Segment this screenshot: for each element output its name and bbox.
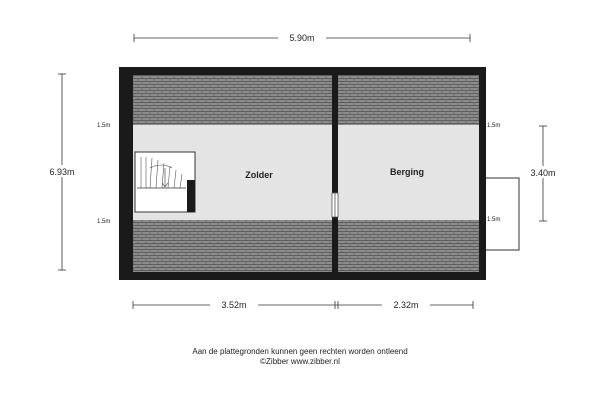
dimension-bottom-split: [133, 298, 473, 310]
staircase: [135, 152, 195, 212]
roof-slope-top-right: [338, 75, 479, 125]
roof-slope-bottom-right: [338, 220, 479, 272]
height-mark-top-right: 1.5m: [487, 123, 501, 129]
roof-slope-top-left: [133, 75, 332, 125]
roof-slope-bottom-left: [133, 220, 332, 272]
dormer-outline: [485, 178, 519, 250]
dimension-dormer-height: [521, 126, 565, 221]
height-mark-bottom-left: 1.5m: [97, 219, 111, 225]
dimension-total-width: [134, 31, 470, 43]
room-label-zolder: Zolder: [245, 170, 273, 180]
footer-disclaimer: Aan de plattegronden kunnen geen rechten worden ontleend: [192, 347, 408, 356]
footer-credit: ©Zibber www.zibber.nl: [260, 357, 340, 366]
height-mark-bottom-right: 1.5m: [487, 217, 501, 223]
height-mark-top-left: 1.5m: [97, 123, 111, 129]
dimension-label-total-depth: 6.93m: [49, 167, 75, 177]
room-label-berging: Berging: [389, 167, 425, 177]
dimension-label-left-width: 3.52m: [221, 300, 247, 310]
dimension-label-right-width: 2.32m: [393, 300, 419, 310]
dimension-label-total-width: 5.90m: [289, 33, 315, 43]
dimension-total-depth: [40, 74, 84, 270]
dimension-label-dormer-height: 3.40m: [530, 168, 556, 178]
